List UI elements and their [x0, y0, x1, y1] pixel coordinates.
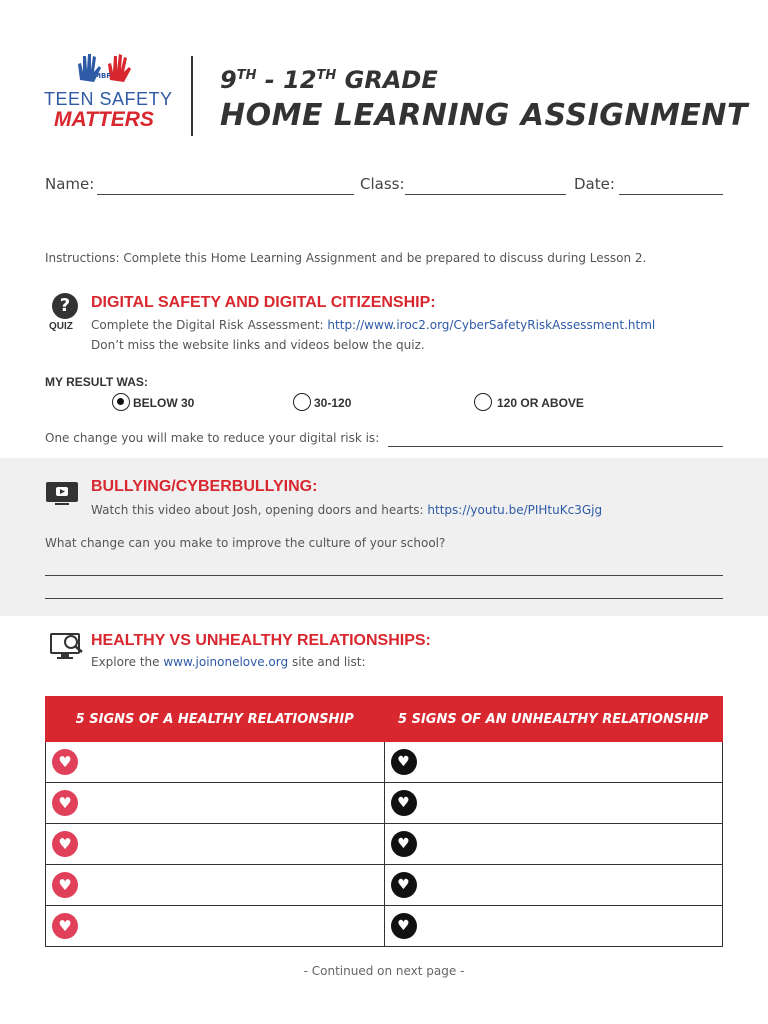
page-title: HOME LEARNING ASSIGNMENT [220, 98, 748, 133]
heart-icon: ♥ [52, 831, 78, 857]
risk-assessment-link[interactable]: http://www.iroc2.org/CyberSafetyRiskAssessment.html [327, 318, 656, 332]
broken-heart-icon: ♥ [391, 872, 417, 898]
video-link[interactable]: https://youtu.be/PIHtuKc3Gjg [427, 503, 603, 517]
broken-heart-icon: ♥ [391, 831, 417, 857]
table-row [46, 824, 723, 865]
section-heading-bullying: BULLYING/CYBERBULLYING: [91, 478, 318, 495]
video-icon [45, 481, 79, 507]
relationships-table [45, 696, 723, 947]
logo-text-line1: TEEN SAFETY [44, 89, 173, 109]
result-label: MY RESULT WAS: [45, 375, 148, 389]
grade-end-sup: TH [316, 68, 337, 83]
culture-answer-line-1[interactable] [45, 575, 723, 576]
heart-icon: ♥ [52, 913, 78, 939]
grade-word: GRADE [336, 66, 438, 94]
logo-mark: MBF [94, 72, 112, 80]
unhealthy-column-header: 5 SIGNS OF AN UNHEALTHY RELATIONSHIP [384, 697, 723, 742]
table-row [46, 742, 723, 783]
explore-label-end: site and list: [288, 655, 366, 669]
broken-heart-icon: ♥ [391, 913, 417, 939]
class-field[interactable] [405, 194, 566, 195]
date-field[interactable] [619, 194, 723, 195]
broken-heart-icon: ♥ [391, 749, 417, 775]
healthy-sign-cell[interactable] [46, 906, 385, 947]
header-divider [191, 56, 193, 136]
risk-assessment-text [91, 318, 655, 332]
healthy-sign-cell[interactable] [46, 824, 385, 865]
healthy-sign-cell[interactable] [46, 865, 385, 906]
quiz-note: Don’t miss the website links and videos below the quiz. [91, 338, 425, 352]
radio-120-or-above[interactable] [474, 393, 492, 411]
instructions-text: Instructions: Complete this Home Learning Assignment and be prepared to discuss during Lesson 2. [45, 251, 647, 265]
grade-start-sup: TH [236, 68, 257, 83]
grade-end: - 12 [256, 66, 317, 94]
continued-footer: - Continued on next page - [303, 964, 465, 978]
class-label: Class: [360, 175, 405, 193]
quiz-icon: ? QUIZ [48, 293, 84, 339]
name-field[interactable] [97, 194, 354, 195]
table-row [46, 865, 723, 906]
quiz-icon-label: QUIZ [49, 321, 73, 332]
date-label: Date: [574, 175, 615, 193]
change-prompt: One change you will make to reduce your digital risk is: [45, 431, 380, 445]
risk-assessment-label: Complete the Digital Risk Assessment: [91, 318, 328, 332]
change-answer-field[interactable] [388, 446, 723, 447]
grade-title [220, 66, 438, 94]
video-text [91, 503, 602, 517]
logo-text-line2: MATTERS [54, 108, 154, 131]
healthy-sign-cell[interactable] [46, 783, 385, 824]
healthy-sign-cell[interactable] [46, 742, 385, 783]
section-heading-digital-safety: DIGITAL SAFETY AND DIGITAL CITIZENSHIP: [91, 294, 436, 311]
broken-heart-icon: ♥ [391, 790, 417, 816]
option-30-120: 30-120 [314, 396, 352, 410]
unhealthy-sign-cell[interactable] [384, 742, 723, 783]
culture-question: What change can you make to improve the culture of your school? [45, 536, 446, 550]
table-row [46, 906, 723, 947]
option-120-or-above: 120 OR ABOVE [497, 396, 584, 410]
unhealthy-sign-cell[interactable] [384, 783, 723, 824]
grade-start: 9 [220, 66, 237, 94]
name-label: Name: [45, 175, 95, 193]
unhealthy-sign-cell[interactable] [384, 824, 723, 865]
culture-answer-line-2[interactable] [45, 598, 723, 599]
section-heading-relationships: HEALTHY VS UNHEALTHY RELATIONSHIPS: [91, 632, 431, 649]
explore-text [91, 655, 366, 669]
radio-below-30[interactable] [112, 393, 130, 411]
radio-30-120[interactable] [293, 393, 311, 411]
joinonelove-link[interactable]: www.joinonelove.org [163, 655, 289, 669]
healthy-column-header: 5 SIGNS OF A HEALTHY RELATIONSHIP [46, 697, 385, 742]
table-row [46, 783, 723, 824]
heart-icon: ♥ [52, 872, 78, 898]
heart-icon: ♥ [52, 790, 78, 816]
heart-icon: ♥ [52, 749, 78, 775]
unhealthy-sign-cell[interactable] [384, 865, 723, 906]
unhealthy-sign-cell[interactable] [384, 906, 723, 947]
explore-label: Explore the [91, 655, 164, 669]
option-below-30: BELOW 30 [133, 396, 195, 410]
computer-search-icon [50, 632, 86, 662]
logo-hands-icon [72, 50, 142, 86]
video-label: Watch this video about Josh, opening doors and hearts: [91, 503, 428, 517]
